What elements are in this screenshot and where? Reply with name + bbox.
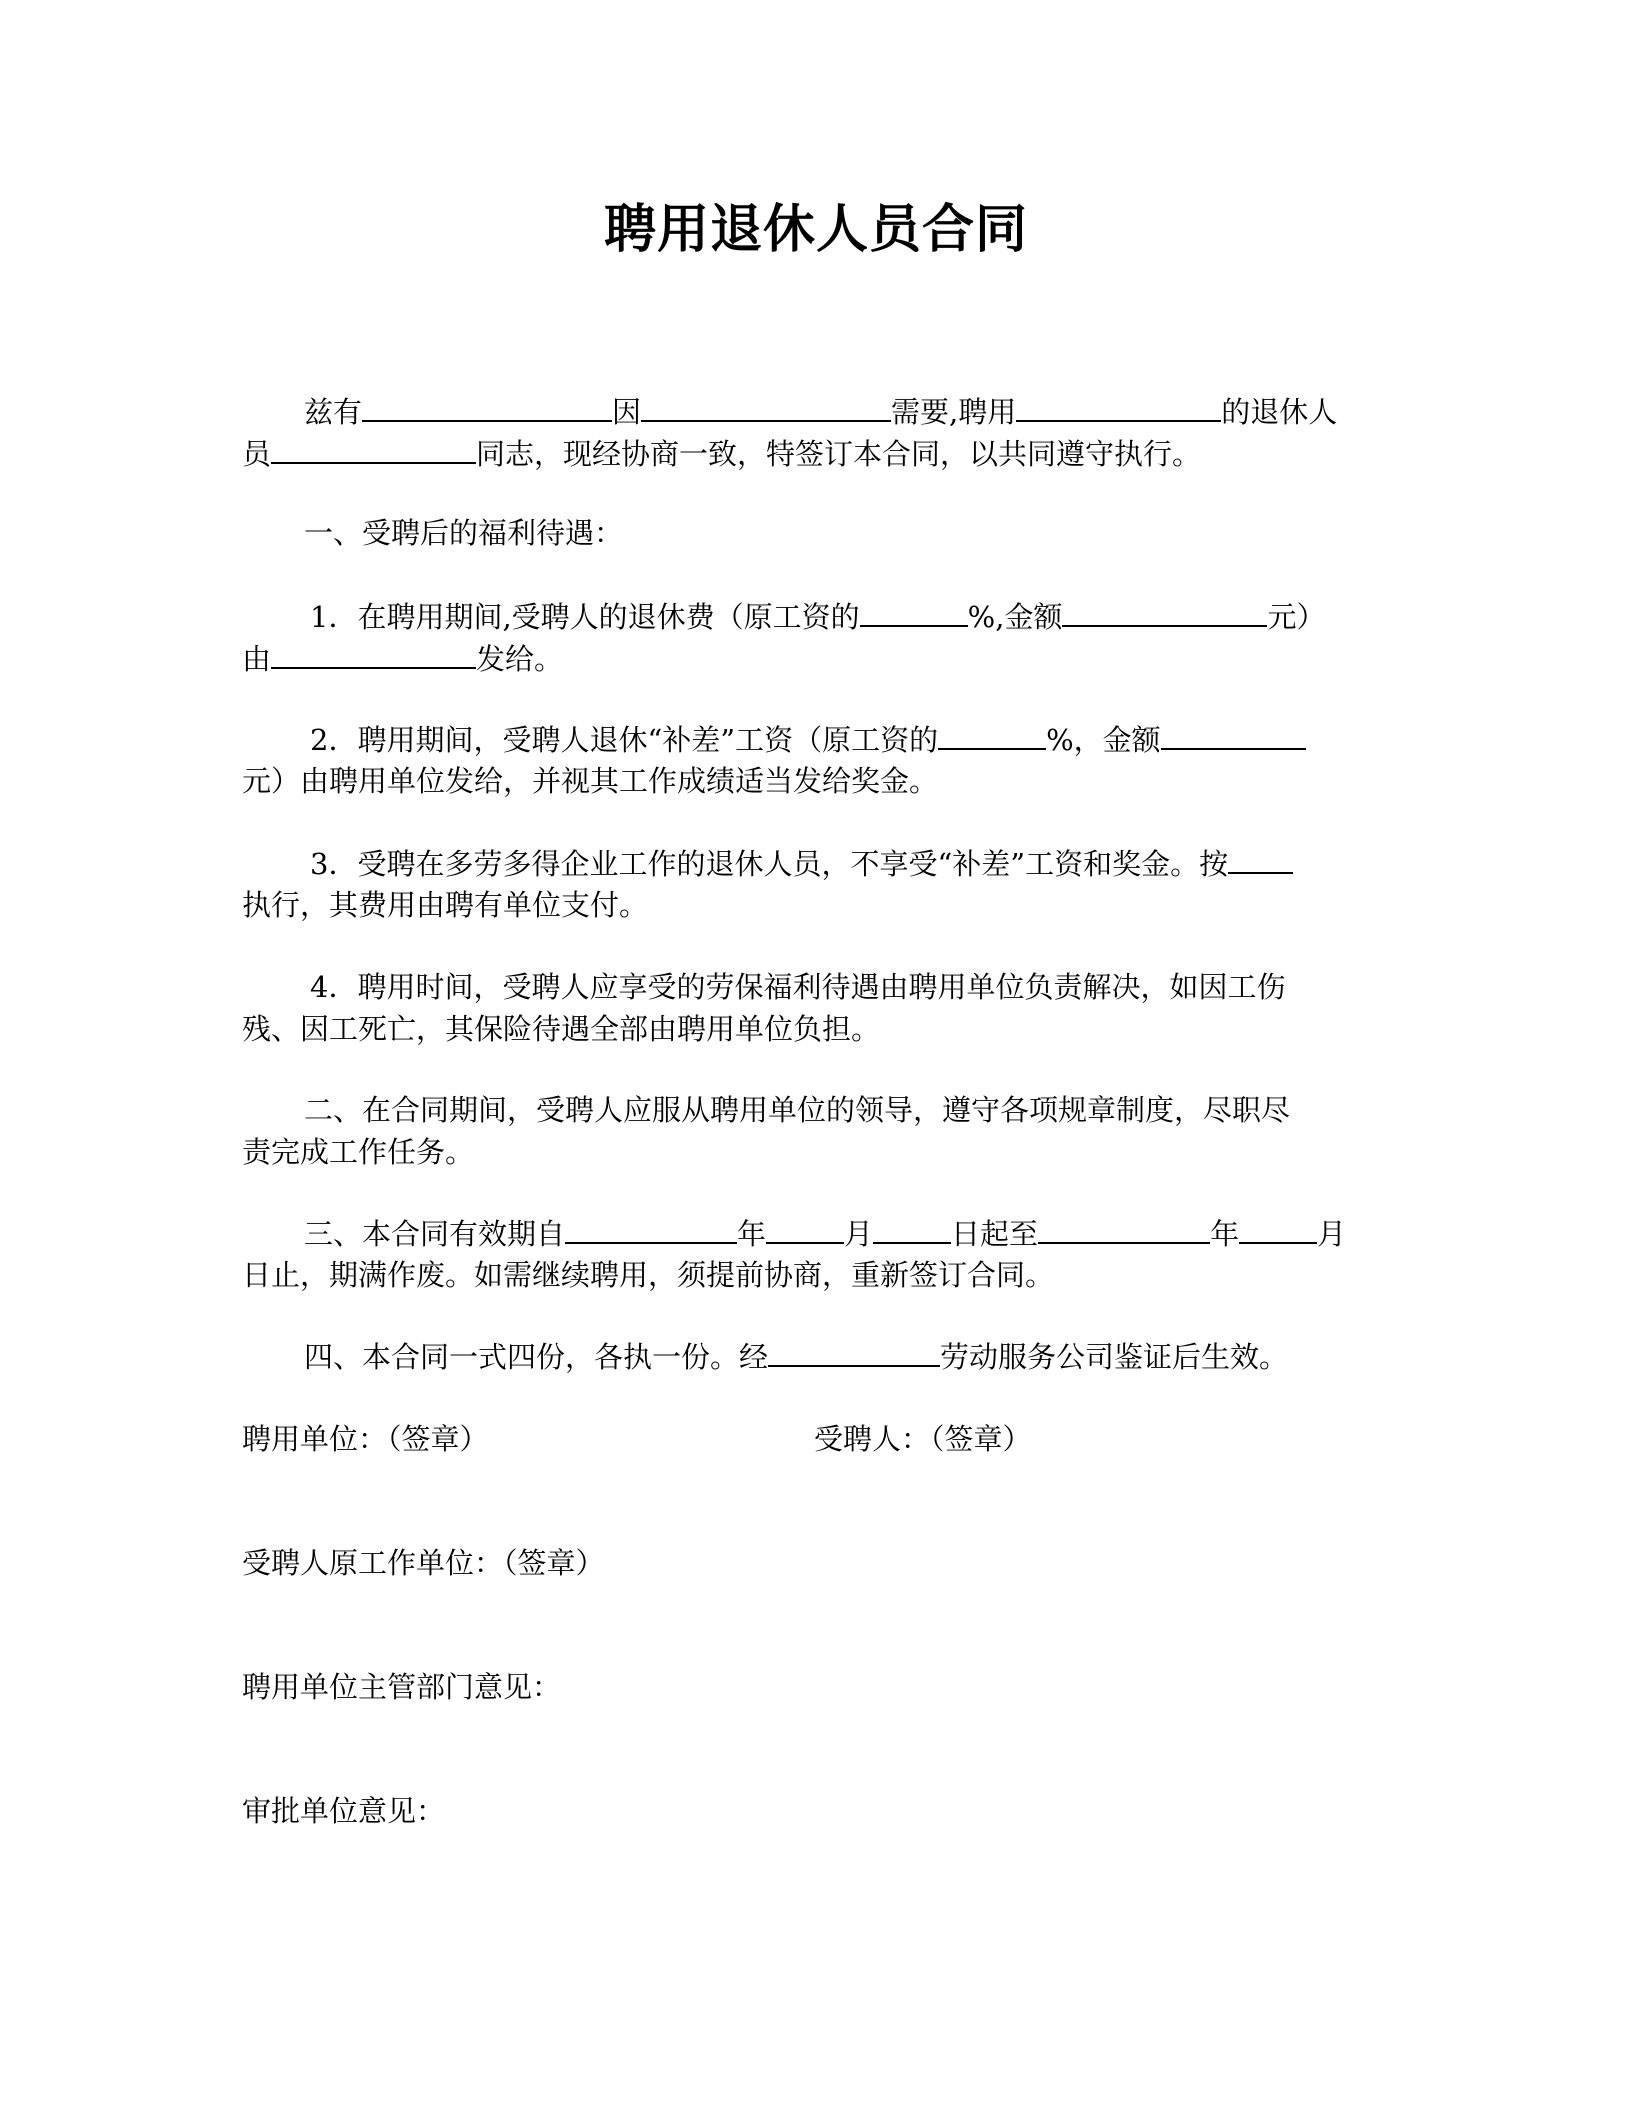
section-3-text-4: 日起至 [951,1217,1039,1251]
section-1-heading-text: 一、受聘后的福利待遇： [304,516,624,550]
blank-item-2-percent[interactable] [938,718,1046,750]
blank-start-day[interactable] [873,1212,951,1244]
item-3-text-1: 3．受聘在多劳多得企业工作的退休人员，不享受“补差”工资和奖金。按 [310,847,1229,881]
intro-text-4: 的退休人 [1221,395,1338,429]
blank-item-3-standard[interactable] [1228,842,1293,874]
section-3-text-3: 月 [844,1217,874,1251]
blank-intro-name[interactable] [271,432,476,464]
item-3-text-2: 执行，其费用由聘有单位支付。 [242,888,649,922]
section-3-text-7: 日止，期满作废。如需继续聘用，须提前协商，重新签订合同。 [242,1258,1055,1292]
section-1-heading [242,512,1392,554]
item-4-text-2: 残、因工死亡，其保险待遇全部由聘用单位负担。 [242,1012,881,1046]
item-2-line-1 [242,718,1392,760]
blank-intro-retiree-origin[interactable] [1016,390,1221,422]
section-2 [242,1089,1392,1173]
section-3-line-1 [242,1212,1392,1254]
intro-text-3: 需要,聘用 [891,395,1017,429]
item-1-line-2 [242,637,1392,679]
item-1-text-4: 由 [242,642,272,676]
section-4-text-2: 劳动服务公司鉴证后生效。 [940,1340,1289,1374]
item-4-text-1: 4．聘用时间，受聘人应享受的劳保福利待遇由聘用单位负责解决，如因工伤 [310,970,1286,1004]
section-2-text-2: 责完成工作任务。 [242,1135,475,1169]
item-4-line-1 [242,966,1392,1008]
item-3 [242,842,1392,926]
item-2-text-1: 2．聘用期间，受聘人退休“补差”工资（原工资的 [310,723,939,757]
section-4-text-1: 四、本合同一式四份，各执一份。经 [304,1340,769,1374]
section-3-text-1: 三、本合同有效期自 [304,1217,566,1251]
blank-item-1-percent[interactable] [860,595,968,627]
section-2-line-2 [242,1131,1392,1173]
section-2-text-1: 二、在合同期间，受聘人应服从聘用单位的领导，遵守各项规章制度，尽职尽 [304,1093,1291,1127]
item-1-text-3: 元） [1267,600,1326,634]
intro-paragraph [242,390,1392,474]
original-employer-signature: 受聘人原工作单位：（签章） [242,1546,605,1580]
document-title: 聘用退休人员合同 [603,200,1028,260]
employer-signature: 聘用单位：（签章） [242,1422,489,1456]
blank-item-1-amount[interactable] [1062,595,1267,627]
item-2-line-2 [242,760,1392,802]
item-1 [242,595,1392,679]
item-1-text-1: 1．在聘用期间,受聘人的退休费（原工资的 [310,600,860,634]
item-2-text-2: %，金额 [1046,723,1161,757]
blank-start-month[interactable] [766,1212,844,1244]
section-3-line-2 [242,1254,1392,1296]
item-1-line-1 [242,595,1392,637]
item-2-text-3: 元）由聘用单位发给，并视其工作成绩适当发给奖金。 [242,764,939,798]
blank-item-2-amount[interactable] [1161,718,1306,750]
item-1-text-5: 发给。 [476,642,564,676]
item-1-text-2: %,金额 [967,600,1063,634]
intro-text-2: 因 [612,395,642,429]
intro-text-5: 员 [242,437,272,471]
section-3-text-2: 年 [737,1217,767,1251]
item-3-line-2 [242,884,1392,926]
section-4 [242,1335,1392,1377]
department-opinion: 聘用单位主管部门意见： [242,1670,562,1704]
blank-item-1-payer[interactable] [271,637,476,669]
item-2 [242,718,1392,802]
intro-line-2 [242,432,1392,474]
section-4-line-1 [242,1335,1392,1377]
intro-line-1 [242,390,1392,432]
item-3-line-1 [242,842,1392,884]
employee-signature: 受聘人：（签章） [814,1422,1032,1456]
blank-end-month[interactable] [1239,1212,1317,1244]
approval-opinion: 审批单位意见： [242,1794,446,1828]
intro-text-6: 同志，现经协商一致，特签订本合同，以共同遵守执行。 [476,437,1202,471]
section-3-text-5: 年 [1210,1217,1240,1251]
section-3-text-6: 月 [1317,1217,1347,1251]
section-3 [242,1212,1392,1296]
intro-text-1: 兹有 [304,395,363,429]
section-2-line-1 [242,1089,1392,1131]
item-4 [242,966,1392,1050]
blank-start-year[interactable] [565,1212,737,1244]
item-4-line-2 [242,1008,1392,1050]
blank-intro-party[interactable] [362,390,612,422]
blank-intro-reason[interactable] [641,390,891,422]
blank-service-company[interactable] [768,1335,940,1367]
blank-end-year[interactable] [1038,1212,1210,1244]
